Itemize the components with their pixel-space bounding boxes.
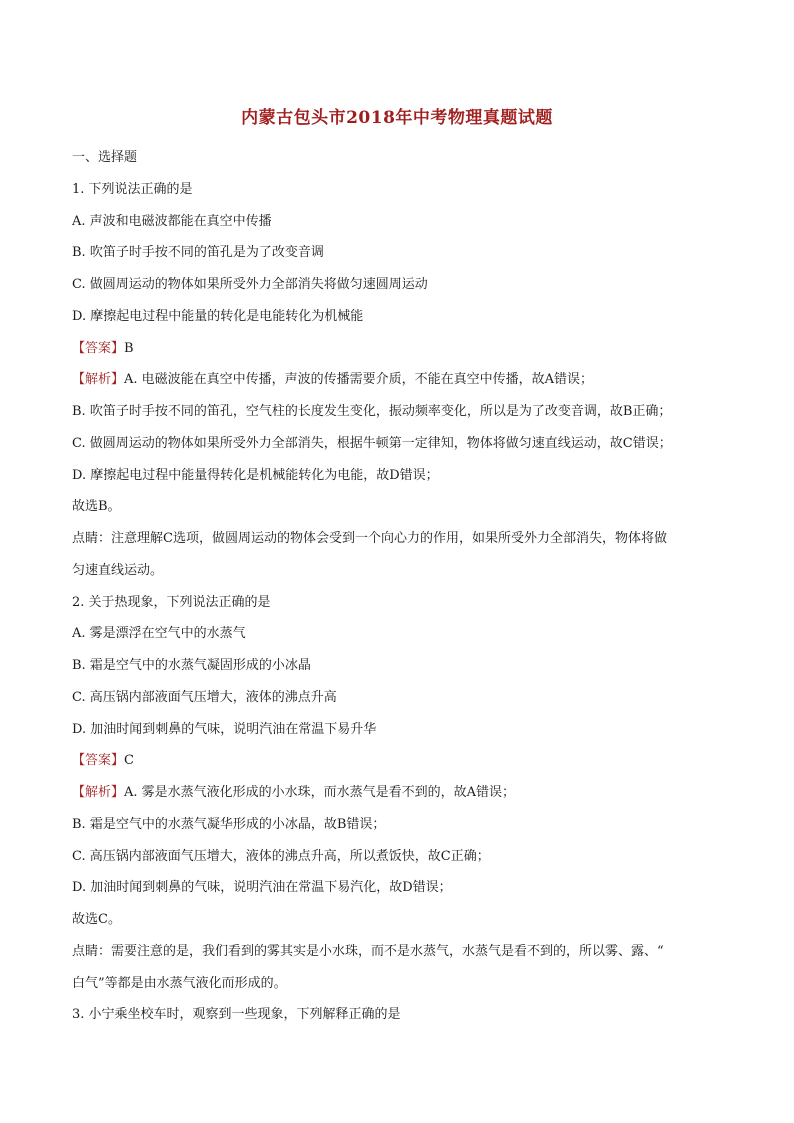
question-2-option-c: C. 高压锅内部液面气压增大，液体的沸点升高 <box>72 689 337 705</box>
question-2-analysis-d: D. 加油时闻到刺鼻的气味，说明汽油在常温下易汽化，故D错误； <box>72 880 452 896</box>
question-1-option-c: C. 做圆周运动的物体如果所受外力全部消失将做匀速圆周运动 <box>72 277 428 292</box>
question-1-note-line-1: 点睛：注意理解C选项，做圆周运动的物体会受到一个向心力的作用，如果所受外力全部消失，物体将做 <box>72 531 667 546</box>
analysis-text: A. 雾是水蒸气液化形成的小水珠，而水蒸气是看不到的，故A错误； <box>124 785 516 800</box>
question-1-analysis-a <box>72 364 722 396</box>
page-title: 内蒙古包头市2018年中考物理真题试题 <box>241 108 553 128</box>
question-2-analysis-b: B. 霜是空气中的水蒸气凝华形成的小冰晶，故B错误； <box>72 816 386 832</box>
question-2-option-d: D. 加油时闻到刺鼻的气味，说明汽油在常温下易升华 <box>72 721 377 737</box>
question-1-note-line-2: 匀速直线运动。 <box>72 562 164 578</box>
document-body <box>72 142 722 1031</box>
question-2-option-a: A. 雾是漂浮在空气中的水蒸气 <box>72 626 246 642</box>
question-2-analysis-c: C. 高压锅内部液面气压增大，液体的沸点升高，所以煮饭快，故C正确； <box>72 848 490 864</box>
question-1-stem: 1. 下列说法正确的是 <box>72 181 193 197</box>
answer-tag: 【答案】 <box>72 340 125 356</box>
question-3-stem: 3. 小宁乘坐校车时，观察到一些现象，下列解释正确的是 <box>72 1007 401 1023</box>
question-2-note-line-1: 点睛：需要注意的是，我们看到的雾其实是小水珠，而不是水蒸气，水蒸气是看不到的，所以雾、露、“ <box>72 943 664 959</box>
question-2-analysis-a <box>72 777 722 809</box>
question-1-option-b: B. 吹笛子时手按不同的笛孔是为了改变音调 <box>72 245 324 261</box>
question-1-analysis-b: B. 吹笛子时手按不同的笛孔，空气柱的长度发生变化，振动频率变化，所以是为了改变音调，故B正确； <box>72 404 672 419</box>
question-1-analysis-c: C. 做圆周运动的物体如果所受外力全部消失，根据牛顿第一定律知，物体将做匀速直线运动，故C错误； <box>72 435 672 451</box>
answer-value: B <box>124 340 134 356</box>
answer-tag: 【答案】 <box>72 753 125 769</box>
question-1-option-a: A. 声波和电磁波都能在真空中传播 <box>72 213 272 229</box>
analysis-tag: 【解析】 <box>72 372 125 388</box>
question-1-analysis-d: D. 摩擦起电过程中能量得转化是机械能转化为电能，故D错误； <box>72 467 439 483</box>
question-2-answer <box>72 745 722 777</box>
question-2-conclusion: 故选C。 <box>72 912 121 927</box>
question-1-answer <box>72 333 722 365</box>
question-2-note-line-2: 白气”等都是由水蒸气液化而形成的。 <box>72 975 287 991</box>
question-1-option-d: D. 摩擦起电过程中能量的转化是电能转化为机械能 <box>72 308 364 324</box>
analysis-tag: 【解析】 <box>72 785 125 800</box>
question-2-option-b: B. 霜是空气中的水蒸气凝固形成的小冰晶 <box>72 658 311 673</box>
section-heading: 一、选择题 <box>72 150 138 165</box>
answer-value: C <box>124 753 134 769</box>
question-2-stem: 2. 关于热现象，下列说法正确的是 <box>72 594 271 610</box>
question-1-conclusion: 故选B。 <box>72 499 121 515</box>
analysis-text: A. 电磁波能在真空中传播，声波的传播需要介质，不能在真空中传播，故A错误； <box>124 372 594 388</box>
